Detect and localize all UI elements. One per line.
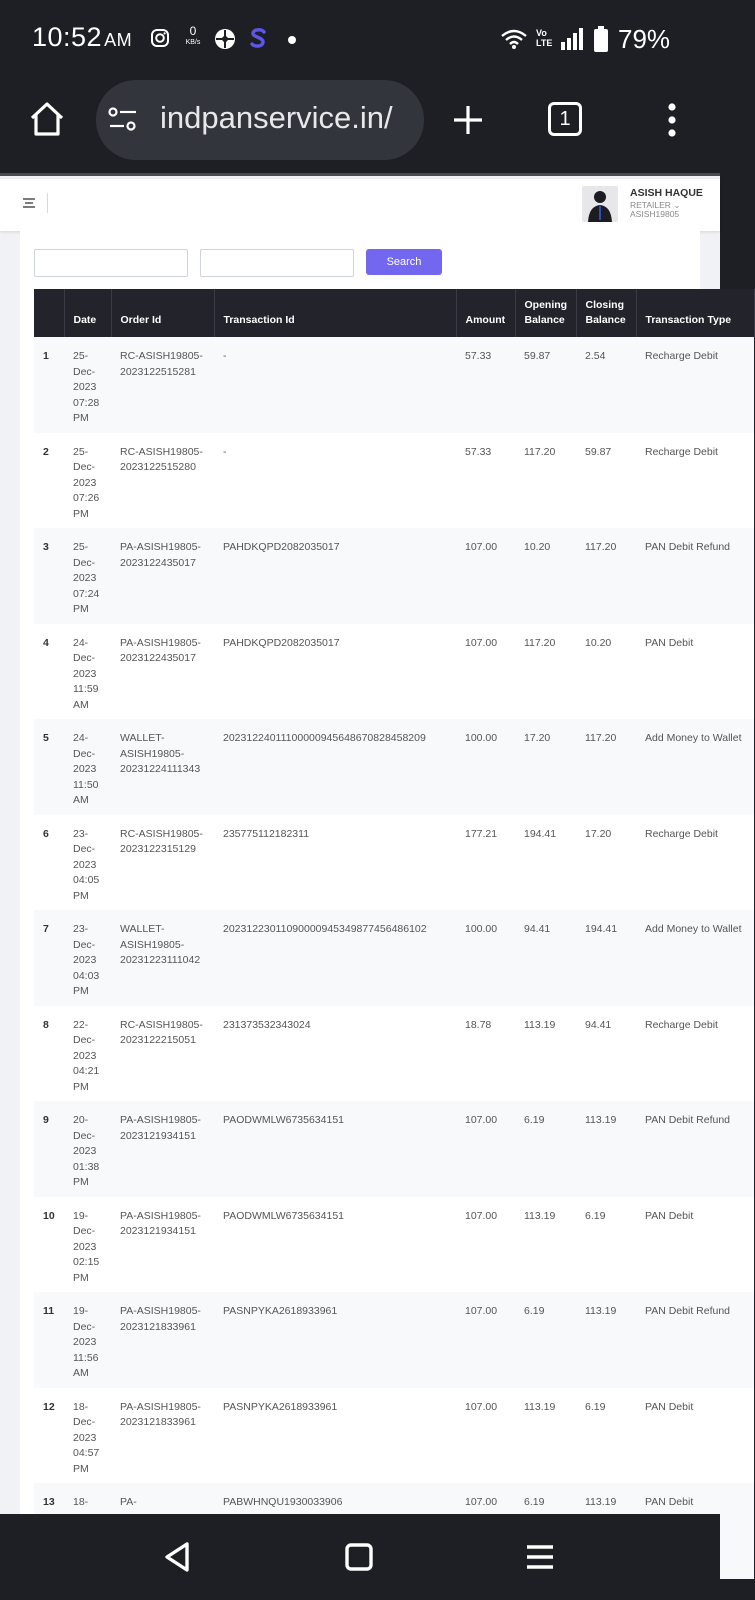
- notification-dot-icon: [288, 36, 296, 44]
- cell-opening-balance: 194.41: [524, 827, 557, 840]
- table-row[interactable]: [34, 1197, 754, 1293]
- cell-closing-balance: 117.20: [585, 732, 617, 744]
- cell-amount: 107.00: [465, 1209, 498, 1222]
- cell-opening-balance: 17.20: [524, 732, 551, 744]
- cell-sn: 2: [43, 445, 49, 458]
- status-time: [32, 22, 132, 53]
- table-row[interactable]: [34, 1101, 754, 1197]
- col-header-amount[interactable]: Amount: [456, 289, 515, 337]
- web-content: [0, 179, 742, 1514]
- menu-icon[interactable]: [22, 197, 36, 209]
- cell-date: 25-Dec-2023 07:24 PM: [73, 541, 100, 615]
- cell-date: 19-Dec-2023 02:15 PM: [73, 1209, 100, 1284]
- cell-transaction-type: PAN Debit Refund: [645, 1305, 731, 1317]
- cell-sn: 7: [43, 923, 49, 935]
- cell-opening-balance: 6.19: [524, 1305, 545, 1317]
- cell-date: 24-Dec-2023 11:59 AM: [73, 636, 99, 711]
- cell-date: 25-Dec-2023 07:28 PM: [73, 350, 100, 424]
- table-row[interactable]: [34, 1292, 754, 1388]
- cell-sn: 8: [43, 1018, 49, 1031]
- app-header: [0, 179, 720, 231]
- cell-closing-balance: 59.87: [585, 445, 612, 458]
- status-time-value: 10:52: [32, 22, 103, 52]
- transactions-table: [34, 289, 755, 1579]
- cell-amount: 100.00: [465, 923, 498, 935]
- cell-transaction-id: PAHDKQPD2082035017: [223, 541, 340, 553]
- col-header-sn: [34, 289, 64, 337]
- transactions-card: [20, 231, 742, 1521]
- cell-opening-balance: 117.20: [524, 445, 556, 458]
- system-nav-bar: [0, 1514, 720, 1600]
- cell-amount: 107.00: [465, 1114, 498, 1126]
- battery-icon: [594, 26, 608, 52]
- cell-sn: 13: [43, 1496, 55, 1508]
- cell-amount: 107.00: [465, 1400, 498, 1413]
- cell-amount: 57.33: [465, 350, 492, 362]
- avatar[interactable]: [582, 186, 618, 222]
- search-button[interactable]: Search: [366, 249, 442, 275]
- cell-order-id: RC-ASISH19805-2023122315129: [120, 827, 203, 855]
- cell-amount: 100.00: [465, 732, 498, 744]
- cell-amount: 57.33: [465, 445, 492, 458]
- cell-sn: 10: [43, 1209, 55, 1222]
- cell-amount: 107.00: [465, 636, 498, 649]
- cell-transaction-type: Recharge Debit: [645, 827, 718, 840]
- cell-order-id: PA-ASISH19805-2023122435017: [120, 636, 201, 664]
- cell-sn: 3: [43, 541, 49, 553]
- cell-date: 24-Dec-2023 11:50 AM: [73, 732, 99, 806]
- cell-date: 23-Dec-2023 04:05 PM: [73, 827, 100, 902]
- cell-transaction-id: PAODWMLW6735634151: [223, 1114, 345, 1126]
- cell-transaction-id: 231373532343024: [223, 1018, 311, 1031]
- cell-date: 19-Dec-2023 11:56 AM: [73, 1305, 99, 1379]
- cell-transaction-type: PAN Debit: [645, 1209, 694, 1222]
- cell-amount: 107.00: [465, 1305, 498, 1317]
- address-bar[interactable]: [96, 80, 424, 160]
- cell-order-id: PA-ASISH19805-2023121934151: [120, 1209, 201, 1237]
- network-speed-value: 0: [189, 24, 197, 38]
- s-app-icon: [248, 26, 268, 50]
- user-role-text: RETAILER: [630, 200, 671, 210]
- col-header-transaction-id[interactable]: Transaction Id: [214, 289, 456, 337]
- cell-order-id: RC-ASISH19805-2023122515280: [120, 445, 203, 473]
- table-row[interactable]: [34, 624, 754, 720]
- cell-date: 18-Dec-2023 04:57 PM: [73, 1400, 100, 1475]
- signal-icon: [560, 28, 584, 50]
- cell-transaction-type: PAN Debit Refund: [645, 541, 731, 553]
- table-row[interactable]: [34, 910, 754, 1006]
- cell-order-id: PA-ASISH19805-2023121833961: [120, 1305, 201, 1333]
- cell-transaction-id: PABWHNQU1930033906: [223, 1496, 343, 1508]
- col-header-closing-balance[interactable]: Closing Balance: [576, 289, 636, 337]
- back-nav-icon[interactable]: [162, 1540, 192, 1574]
- more-menu-icon[interactable]: [664, 102, 680, 138]
- cell-transaction-type: PAN Debit: [645, 636, 694, 649]
- cell-transaction-id: 235775112182311: [223, 827, 310, 840]
- cell-opening-balance: 6.19: [524, 1496, 545, 1508]
- cell-sn: 4: [43, 636, 49, 649]
- col-header-date[interactable]: Date: [64, 289, 111, 337]
- cell-transaction-id: PAODWMLW6735634151: [223, 1209, 345, 1222]
- volte-icon: Vo LTE: [536, 28, 553, 48]
- cell-transaction-type: PAN Debit: [645, 1496, 694, 1508]
- cell-closing-balance: 194.41: [585, 923, 618, 935]
- cell-closing-balance: 2.54: [585, 350, 606, 362]
- status-bar: [0, 0, 720, 80]
- home-nav-icon[interactable]: [344, 1542, 374, 1572]
- cell-transaction-id: PASNPYKA2618933961: [223, 1305, 338, 1317]
- cell-date: 25-Dec-2023 07:26 PM: [73, 445, 100, 520]
- cell-date: 20-Dec-2023 01:38 PM: [73, 1114, 100, 1188]
- cell-opening-balance: 94.41: [524, 923, 551, 935]
- cell-order-id: RC-ASISH19805-2023122215051: [120, 1018, 203, 1046]
- cell-closing-balance: 6.19: [585, 1209, 606, 1222]
- cell-opening-balance: 113.19: [524, 1018, 556, 1031]
- cell-opening-balance: 10.20: [524, 541, 551, 553]
- cell-sn: 11: [43, 1305, 55, 1317]
- tab-count: 1: [559, 108, 571, 130]
- cell-order-id: PA-ASISH19805-2023121833961: [120, 1400, 201, 1428]
- cell-transaction-type: PAN Debit Refund: [645, 1114, 731, 1126]
- cell-closing-balance: 113.19: [585, 1305, 617, 1317]
- cell-transaction-type: PAN Debit: [645, 1400, 694, 1413]
- col-header-opening-balance[interactable]: Opening Balance: [515, 289, 576, 337]
- transactions-table-wrapper[interactable]: [34, 289, 742, 1529]
- table-row[interactable]: [34, 337, 754, 433]
- network-speed-unit: KB/s: [185, 39, 201, 46]
- col-header-transaction-type[interactable]: Transaction Type: [636, 289, 754, 337]
- cell-transaction-id: 20231224011100000945648670828458209: [223, 732, 426, 744]
- cell-transaction-id: PAHDKQPD2082035017: [223, 636, 340, 649]
- to-date-input[interactable]: [200, 249, 354, 277]
- cell-opening-balance: 6.19: [524, 1114, 545, 1126]
- cell-transaction-type: Add Money to Wallet: [645, 732, 742, 744]
- tab-switcher-icon[interactable]: [548, 102, 582, 136]
- cell-sn: 12: [43, 1400, 55, 1413]
- browser-toolbar: [0, 80, 720, 176]
- app-notification-icon: [214, 28, 236, 50]
- table-header: [34, 289, 754, 337]
- new-tab-icon[interactable]: [452, 104, 484, 136]
- table-body: [34, 337, 754, 1579]
- cell-closing-balance: 6.19: [585, 1400, 606, 1413]
- cell-transaction-id: -: [223, 445, 227, 458]
- cell-amount: 18.78: [465, 1018, 492, 1031]
- table-row[interactable]: [34, 528, 754, 624]
- chevron-down-icon: ⌄: [673, 200, 681, 210]
- user-silhouette-icon: [582, 186, 618, 222]
- status-time-ampm: AM: [104, 30, 133, 50]
- network-speed: [181, 26, 205, 48]
- cell-sn: 6: [43, 827, 49, 840]
- cell-date: 18-: [73, 1496, 89, 1508]
- table-row[interactable]: [34, 719, 754, 815]
- cell-closing-balance: 113.19: [585, 1114, 617, 1126]
- cell-transaction-type: Recharge Debit: [645, 350, 718, 362]
- cell-order-id: PA-: [120, 1496, 137, 1508]
- home-icon[interactable]: [28, 100, 66, 138]
- user-name[interactable]: ASISH HAQUE: [630, 187, 703, 199]
- cell-amount: 107.00: [465, 541, 498, 553]
- cell-transaction-type: Add Money to Wallet: [645, 923, 742, 935]
- table-row[interactable]: [34, 1006, 754, 1102]
- battery-percent: 79%: [618, 24, 671, 54]
- col-header-order-id[interactable]: Order Id: [111, 289, 214, 337]
- cell-closing-balance: 117.20: [585, 541, 617, 553]
- cell-sn: 9: [43, 1114, 49, 1126]
- cell-amount: 177.21: [465, 827, 498, 840]
- cell-order-id: PA-ASISH19805-2023122435017: [120, 541, 201, 569]
- recents-nav-icon[interactable]: [526, 1544, 554, 1570]
- site-settings-icon[interactable]: [108, 106, 138, 134]
- cell-amount: 107.00: [465, 1496, 498, 1508]
- cell-opening-balance: 113.19: [524, 1400, 556, 1413]
- instagram-icon: [150, 28, 170, 48]
- cell-closing-balance: 10.20: [585, 636, 612, 649]
- cell-transaction-type: Recharge Debit: [645, 1018, 718, 1031]
- cell-opening-balance: 117.20: [524, 636, 556, 649]
- cell-closing-balance: 94.41: [585, 1018, 612, 1031]
- cell-order-id: WALLET-ASISH19805-20231224111343: [120, 732, 201, 775]
- cell-opening-balance: 59.87: [524, 350, 551, 362]
- cell-closing-balance: 17.20: [585, 827, 612, 840]
- wifi-icon: [500, 28, 528, 50]
- url-text[interactable]: indpanservice.in/: [160, 100, 393, 135]
- cell-transaction-type: Recharge Debit: [645, 445, 718, 458]
- table-row[interactable]: [34, 1388, 754, 1484]
- cell-transaction-id: PASNPYKA2618933961: [223, 1400, 338, 1413]
- cell-date: 23-Dec-2023 04:03 PM: [73, 923, 100, 997]
- cell-date: 22-Dec-2023 04:21 PM: [73, 1018, 100, 1093]
- table-row[interactable]: [34, 815, 754, 911]
- cell-closing-balance: 113.19: [585, 1496, 617, 1508]
- cell-order-id: WALLET-ASISH19805-20231223111042: [120, 923, 201, 966]
- cell-order-id: RC-ASISH19805-2023122515281: [120, 350, 203, 378]
- header-divider: [47, 193, 48, 213]
- cell-transaction-id: -: [223, 350, 227, 362]
- cell-transaction-id: 20231223011090000945349877456486102: [223, 923, 427, 935]
- user-id: ASISH19805: [630, 209, 680, 219]
- from-date-input[interactable]: [34, 249, 188, 277]
- cell-sn: 5: [43, 732, 49, 744]
- cell-opening-balance: 113.19: [524, 1209, 556, 1222]
- table-row[interactable]: [34, 433, 754, 529]
- cell-order-id: PA-ASISH19805-2023121934151: [120, 1114, 201, 1142]
- table-header-row: [34, 289, 754, 337]
- cell-sn: 1: [43, 350, 49, 362]
